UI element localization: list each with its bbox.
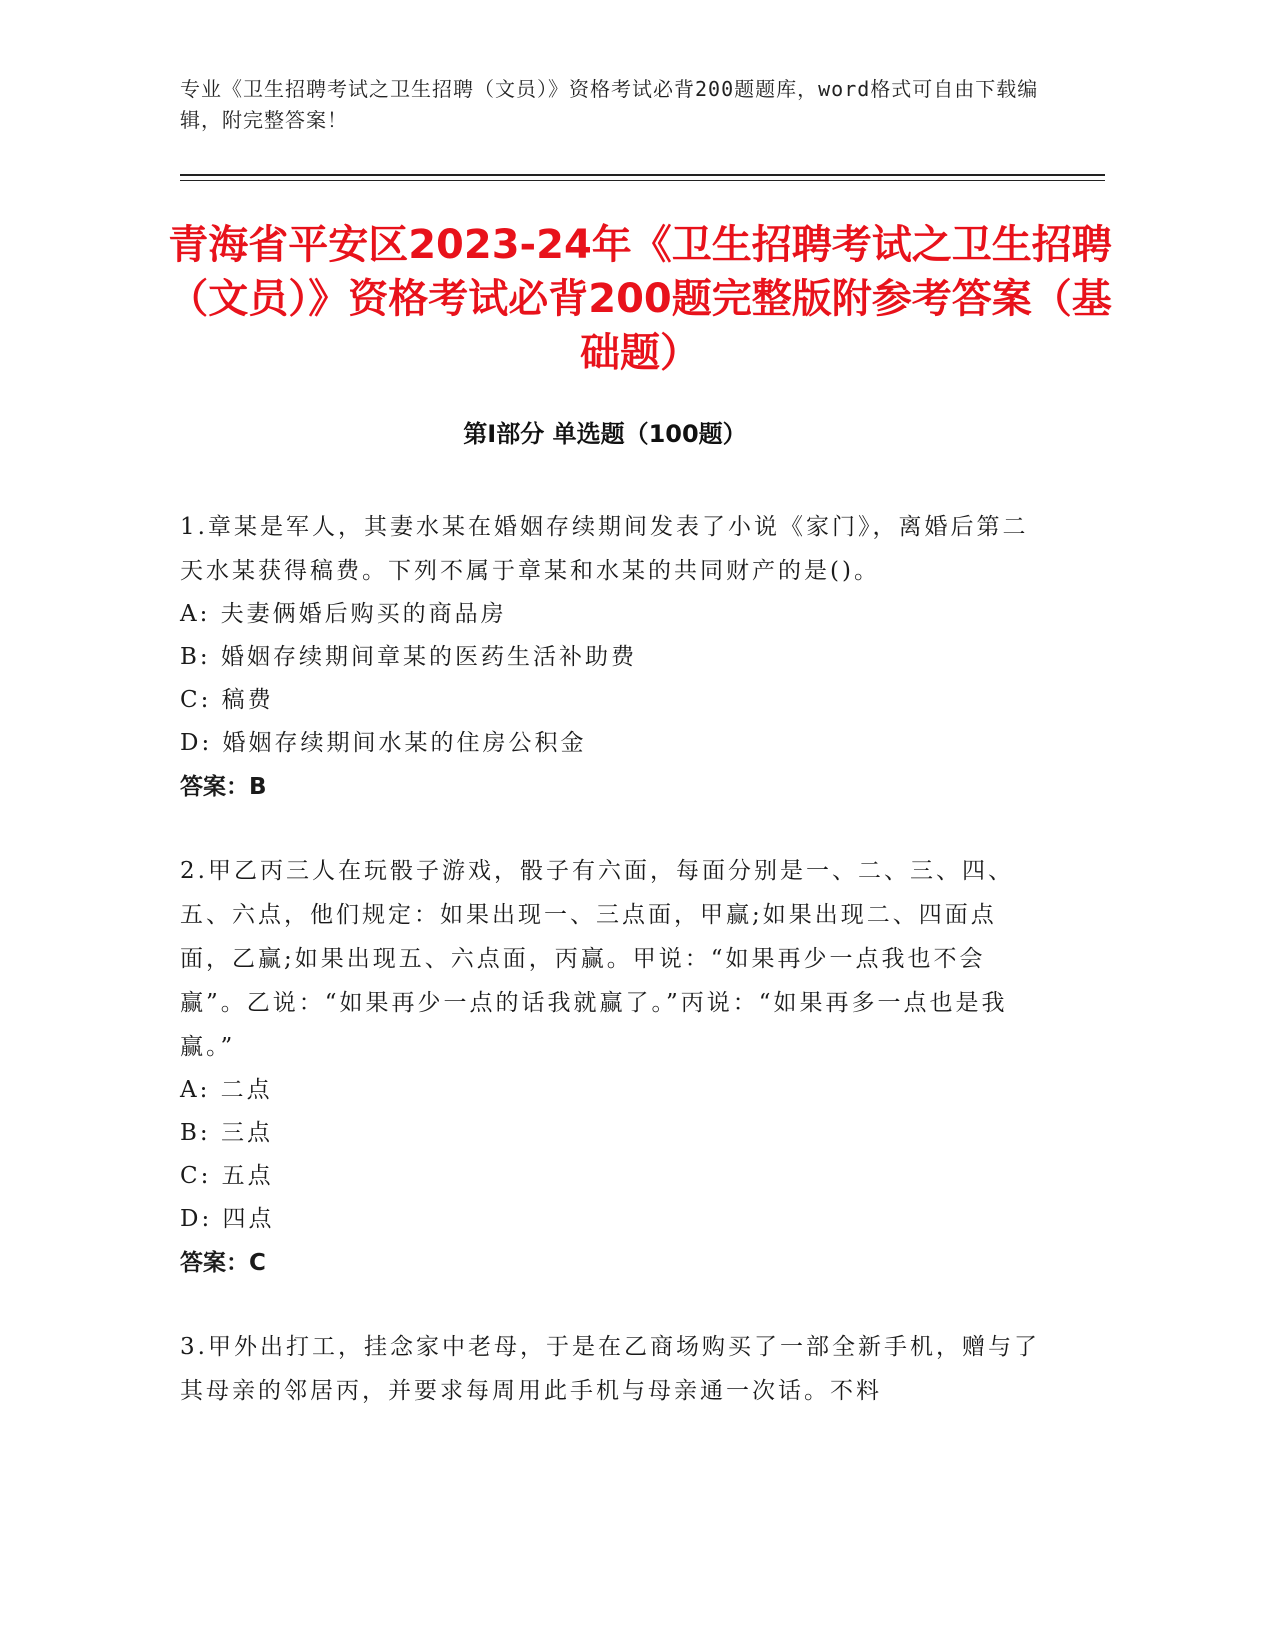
header-rule-thick (180, 174, 1105, 176)
question-list (180, 505, 1040, 1453)
header-rule-thin (180, 180, 1105, 181)
question-stem: 1.章某是军人，其妻水某在婚姻存续期间发表了小说《家门》，离婚后第二天水某获得稿费。下列不属于章某和水某的共同财产的是()。 (180, 514, 1029, 584)
question-2 (180, 849, 1040, 1285)
option-c: C: 稿费 (180, 687, 274, 713)
option-b: B: 婚姻存续期间章某的医药生活补助费 (180, 644, 637, 670)
option-d: D: 四点 (180, 1206, 275, 1232)
section-title: 第Ⅰ部分 单选题（100题） (463, 420, 747, 448)
option-a: A: 二点 (180, 1077, 273, 1103)
answer: 答案：B (180, 774, 267, 800)
option-d: D: 婚姻存续期间水某的住房公积金 (180, 730, 587, 756)
question-stem: 2.甲乙丙三人在玩骰子游戏，骰子有六面，每面分别是一、二、三、四、五、六点，他们规定：如果出现一、三点面，甲赢;如果出现二、四面点面，乙赢;如果出现五、六点面，丙赢。甲说：“如果再少一点我也不会赢”。乙说：“如果再少一点的话我就赢了。”丙说：“如果再多一点也是我赢。” (180, 858, 1014, 1060)
question-3 (180, 1325, 1040, 1413)
option-a: A: 夫妻俩婚后购买的商品房 (180, 601, 507, 627)
question-1 (180, 505, 1040, 809)
header-note: 专业《卫生招聘考试之卫生招聘（文员）》资格考试必背200题题库，word格式可自由下载编辑，附完整答案！ (180, 77, 1039, 132)
document-title: 青海省平安区2023-24年《卫生招聘考试之卫生招聘（文员）》资格考试必背200题完整版附参考答案（基础题） (168, 222, 1112, 376)
answer: 答案：C (180, 1250, 266, 1276)
option-b: B: 三点 (180, 1120, 273, 1146)
option-c: C: 五点 (180, 1163, 274, 1189)
question-stem: 3.甲外出打工，挂念家中老母，于是在乙商场购买了一部全新手机，赠与了其母亲的邻居丙，并要求每周用此手机与母亲通一次话。不料 (180, 1334, 1040, 1404)
